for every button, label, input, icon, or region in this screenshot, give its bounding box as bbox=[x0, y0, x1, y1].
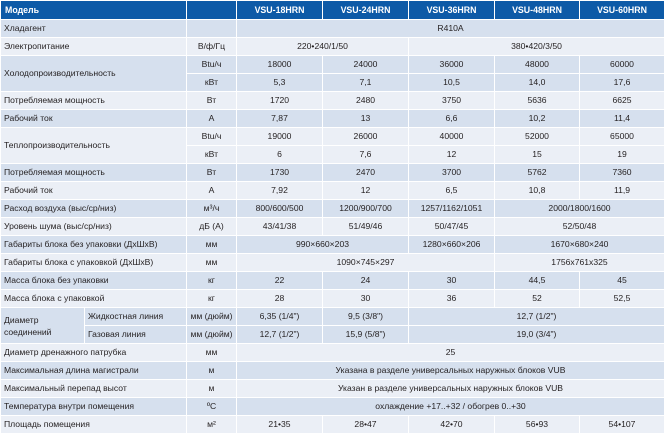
cell-value: 1090×745×297 bbox=[237, 254, 495, 272]
cell-value: 2480 bbox=[323, 92, 409, 110]
row-unit: мм (дюйм) bbox=[187, 326, 237, 344]
cell-value: 51/49/46 bbox=[323, 218, 409, 236]
row-label: Максимальный перепад высот bbox=[1, 380, 187, 398]
row-label: Уровень шума (выс/ср/низ) bbox=[1, 218, 187, 236]
row-unit: ºС bbox=[187, 398, 237, 416]
cell-value: 10,5 bbox=[409, 74, 495, 92]
cell-value: 3700 bbox=[409, 164, 495, 182]
row-label: Максимальная длина магистрали bbox=[1, 362, 187, 380]
cell-value: 19000 bbox=[237, 128, 323, 146]
model-col-1: VSU-18HRN bbox=[237, 1, 323, 20]
row-heating-current bbox=[1, 182, 664, 200]
row-pipe-liquid bbox=[1, 308, 664, 326]
row-label: Температура внутри помещения bbox=[1, 398, 187, 416]
cell-value: Указан в разделе универсальных наружных блоков VUB bbox=[237, 380, 664, 398]
cell-value: 990×660×203 bbox=[237, 236, 409, 254]
cell-value: 48000 bbox=[495, 56, 580, 74]
cell-value: 44,5 bbox=[495, 272, 580, 290]
model-col-5: VSU-60HRN bbox=[580, 1, 664, 20]
row-max-height bbox=[1, 380, 664, 398]
cell-value: 17,6 bbox=[580, 74, 664, 92]
row-sublabel: Жидкостная линия bbox=[85, 308, 187, 326]
row-drain bbox=[1, 344, 664, 362]
cell-value: 1730 bbox=[237, 164, 323, 182]
row-pipe-gas bbox=[1, 326, 664, 344]
cell-value: 1670×680×240 bbox=[495, 236, 664, 254]
cell-value: 60000 bbox=[580, 56, 664, 74]
cell-value: 10,2 bbox=[495, 110, 580, 128]
cell-value: 36 bbox=[409, 290, 495, 308]
row-unit: мм bbox=[187, 236, 237, 254]
row-dims-net bbox=[1, 236, 664, 254]
row-unit: м² bbox=[187, 416, 237, 434]
cell-value: 12 bbox=[409, 146, 495, 164]
row-unit: Btu/ч bbox=[187, 56, 237, 74]
cell-value: 7,6 bbox=[323, 146, 409, 164]
cell-value: 65000 bbox=[580, 128, 664, 146]
row-unit: мм bbox=[187, 344, 237, 362]
row-value: R410A bbox=[237, 20, 664, 38]
row-label: Расход воздуха (выс/ср/низ) bbox=[1, 200, 187, 218]
cell-value: 12,7 (1/2") bbox=[409, 308, 664, 326]
cell-value: 11,4 bbox=[580, 110, 664, 128]
cell-value: Указана в разделе универсальных наружных блоков VUB bbox=[237, 362, 664, 380]
cell-value: 12,7 (1/2") bbox=[237, 326, 323, 344]
cell-value: 6625 bbox=[580, 92, 664, 110]
row-value: 220•240/1/50 bbox=[237, 38, 409, 56]
row-unit: кг bbox=[187, 290, 237, 308]
cell-value: 24000 bbox=[323, 56, 409, 74]
cell-value: 15,9 (5/8") bbox=[323, 326, 409, 344]
row-label: Площадь помещения bbox=[1, 416, 187, 434]
cell-value: 1200/900/700 bbox=[323, 200, 409, 218]
model-col-2: VSU-24HRN bbox=[323, 1, 409, 20]
cell-value: 12 bbox=[323, 182, 409, 200]
cell-value: 5,3 bbox=[237, 74, 323, 92]
row-label: Хладагент bbox=[1, 20, 187, 38]
model-header: Модель bbox=[1, 1, 187, 20]
row-noise bbox=[1, 218, 664, 236]
cell-value: 19 bbox=[580, 146, 664, 164]
row-label: Рабочий ток bbox=[1, 182, 187, 200]
cell-value: 9,5 (3/8") bbox=[323, 308, 409, 326]
cell-value: 43/41/38 bbox=[237, 218, 323, 236]
cell-value: 56•93 bbox=[495, 416, 580, 434]
cell-value: 1280×660×206 bbox=[409, 236, 495, 254]
row-airflow bbox=[1, 200, 664, 218]
cell-value: 6,35 (1/4") bbox=[237, 308, 323, 326]
cell-value: 40000 bbox=[409, 128, 495, 146]
row-unit: м bbox=[187, 380, 237, 398]
row-label: Электропитание bbox=[1, 38, 187, 56]
cell-value: 24 bbox=[323, 272, 409, 290]
cell-value: 30 bbox=[323, 290, 409, 308]
row-value: 380•420/3/50 bbox=[409, 38, 664, 56]
cell-value: 7,92 bbox=[237, 182, 323, 200]
cell-value: 2000/1800/1600 bbox=[495, 200, 664, 218]
row-unit: мм (дюйм) bbox=[187, 308, 237, 326]
row-unit: В/ф/Гц bbox=[187, 38, 237, 56]
cell-value: 6,5 bbox=[409, 182, 495, 200]
cell-value: 19,0 (3/4") bbox=[409, 326, 664, 344]
row-unit: Btu/ч bbox=[187, 128, 237, 146]
row-cooling-btu bbox=[1, 56, 664, 74]
row-unit: м³/ч bbox=[187, 200, 237, 218]
cell-value: 42•70 bbox=[409, 416, 495, 434]
row-unit: А bbox=[187, 110, 237, 128]
cell-value: 11,9 bbox=[580, 182, 664, 200]
row-weight-net bbox=[1, 272, 664, 290]
cell-value: 5762 bbox=[495, 164, 580, 182]
row-label: Диаметр соединений bbox=[1, 308, 85, 344]
model-col-3: VSU-36HRN bbox=[409, 1, 495, 20]
cell-value: 36000 bbox=[409, 56, 495, 74]
row-unit: Вт bbox=[187, 164, 237, 182]
cell-value: 14,0 bbox=[495, 74, 580, 92]
row-unit: дБ (А) bbox=[187, 218, 237, 236]
cell-value: 52 bbox=[495, 290, 580, 308]
cell-value: 1720 bbox=[237, 92, 323, 110]
cell-value: 3750 bbox=[409, 92, 495, 110]
row-max-length bbox=[1, 362, 664, 380]
unit-header bbox=[187, 1, 237, 20]
row-label: Диаметр дренажного патрубка bbox=[1, 344, 187, 362]
cell-value: охлаждение +17..+32 / обогрев 0..+30 bbox=[237, 398, 664, 416]
row-label: Потребляемая мощность bbox=[1, 164, 187, 182]
row-unit: Вт bbox=[187, 92, 237, 110]
cell-value: 52/50/48 bbox=[495, 218, 664, 236]
cell-value: 2470 bbox=[323, 164, 409, 182]
row-label: Рабочий ток bbox=[1, 110, 187, 128]
cell-value: 5636 bbox=[495, 92, 580, 110]
row-weight-pack bbox=[1, 290, 664, 308]
row-cooling-power bbox=[1, 92, 664, 110]
cell-value: 15 bbox=[495, 146, 580, 164]
cell-value: 7360 bbox=[580, 164, 664, 182]
cell-value: 10,8 bbox=[495, 182, 580, 200]
row-label: Холодопроизводительность bbox=[1, 56, 187, 92]
model-col-4: VSU-48HRN bbox=[495, 1, 580, 20]
cell-value: 800/600/500 bbox=[237, 200, 323, 218]
cell-value: 25 bbox=[237, 344, 664, 362]
row-unit: кг bbox=[187, 272, 237, 290]
header-row bbox=[1, 1, 664, 20]
row-sublabel: Газовая линия bbox=[85, 326, 187, 344]
row-label: Габариты блока с упаковкой (ДхШхВ) bbox=[1, 254, 187, 272]
row-label: Теплопроизводительность bbox=[1, 128, 187, 164]
row-refrigerant bbox=[1, 20, 664, 38]
row-label: Масса блока без упаковки bbox=[1, 272, 187, 290]
cell-value: 45 bbox=[580, 272, 664, 290]
cell-value: 18000 bbox=[237, 56, 323, 74]
row-unit: кВт bbox=[187, 74, 237, 92]
cell-value: 22 bbox=[237, 272, 323, 290]
cell-value: 7,87 bbox=[237, 110, 323, 128]
cell-value: 6 bbox=[237, 146, 323, 164]
cell-value: 52,5 bbox=[580, 290, 664, 308]
row-label: Габариты блока без упаковки (ДхШхВ) bbox=[1, 236, 187, 254]
cell-value: 6,6 bbox=[409, 110, 495, 128]
cell-value: 50/47/45 bbox=[409, 218, 495, 236]
cell-value: 7,1 bbox=[323, 74, 409, 92]
row-power-supply bbox=[1, 38, 664, 56]
row-unit: А bbox=[187, 182, 237, 200]
row-unit bbox=[187, 20, 237, 38]
cell-value: 13 bbox=[323, 110, 409, 128]
cell-value: 54•107 bbox=[580, 416, 664, 434]
cell-value: 30 bbox=[409, 272, 495, 290]
cell-value: 1756x761x325 bbox=[495, 254, 664, 272]
row-area bbox=[1, 416, 664, 434]
row-label: Потребляемая мощность bbox=[1, 92, 187, 110]
row-unit: м bbox=[187, 362, 237, 380]
row-unit: мм bbox=[187, 254, 237, 272]
cell-value: 26000 bbox=[323, 128, 409, 146]
cell-value: 28•47 bbox=[323, 416, 409, 434]
row-heating-power bbox=[1, 164, 664, 182]
row-cooling-current bbox=[1, 110, 664, 128]
cell-value: 52000 bbox=[495, 128, 580, 146]
row-heating-btu bbox=[1, 128, 664, 146]
cell-value: 28 bbox=[237, 290, 323, 308]
cell-value: 1257/1162/1051 bbox=[409, 200, 495, 218]
cell-value: 21•35 bbox=[237, 416, 323, 434]
row-dims-pack bbox=[1, 254, 664, 272]
row-unit: кВт bbox=[187, 146, 237, 164]
row-label: Масса блока с упаковкой bbox=[1, 290, 187, 308]
row-room-temp bbox=[1, 398, 664, 416]
